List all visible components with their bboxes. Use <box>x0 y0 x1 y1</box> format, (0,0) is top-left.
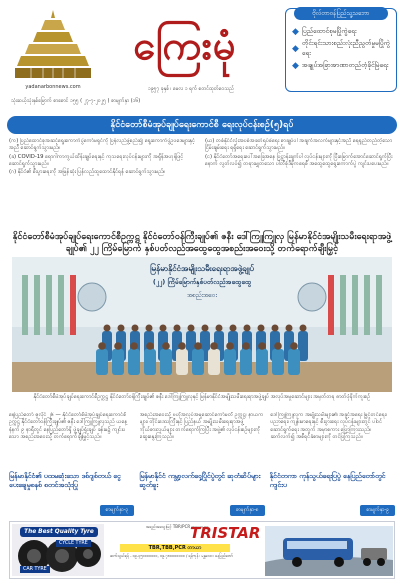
roadmap-text <box>9 138 395 228</box>
tyre-advertisement[interactable] <box>9 521 395 579</box>
text-column: အစည်းအဝေးသို့ ဗဟိုအလုပ်အမှုဆောင်ကော်မတီ ဥက္ကဋ္ဌ၊ နာယကများ၊ တိုင်းဒေသကြီးနှင့် ပြည်နယ် အမျိုးသမီးရေးရာအဖွဲ့ ကိုယ်စားလှယ်များ တက်ရောက်ကြပြီး အဖွဲ့၏ လုပ်ငန်းစဉ်များကို ဆွေးနွေးကြသည်။ <box>139 412 264 440</box>
ad-tyre-panel <box>12 524 104 576</box>
ad-tagline: အရည်အသွေးမြင့် TBR/PCR တာယာများ <box>146 524 209 529</box>
paragraph: (ခ) COVID-19 ရောဂါကာကွယ်ထိန်းချုပ်ရေးနှင့် ကုသရေးလုပ်ငန်းများကို အရှိန်အဟုန်ဖြင့် ဆောင်ရွက်သွားမည်။ <box>9 153 184 167</box>
roadmap-banner: နိုင်ငံတော်စီမံအုပ်ချုပ်ရေးကောင်စီ ရေးလုပ်ငန်းစဉ်(၅)ရပ် <box>7 116 397 134</box>
text-column <box>9 138 199 228</box>
paragraph: (င) နိုင်ငံတော်အရေးပေါ်အခြေအနေ ပြဋ္ဌာန်းချက်ပါ လုပ်ငန်းများကို ပြီးမြောက်အောင်ဆောင်ရွက်ပြီးနောက် လွတ်လပ်၍ တရားမျှတသော ပါတီစုံဒီမိုကရေစီ အထွေထွေရွေးကောက်ပွဲ ကျင်းပပေးမည်။ <box>205 153 393 167</box>
paragraph: (ဂ) နိုင်ငံ၏ စီးပွားရေးကို အမြန်ဆုံး ပြန်လည်ထူထောင်နိုင်ရန် ဆောင်ရွက်သွားမည်။ <box>9 169 166 176</box>
teaser-item[interactable] <box>139 472 264 516</box>
teaser-text: နိုင်ငံတကာ ကုန်သွယ်ရေးပြပွဲ နေပြည်တော်တွင် ကျင်းပ <box>269 472 386 489</box>
vehicle-image <box>265 526 393 576</box>
bullet-icon: ◆ <box>292 60 299 71</box>
bullet-icon: ◆ <box>292 26 299 37</box>
ad-quality-label: The Best Quality Tyre <box>20 527 98 537</box>
teaser-row <box>9 472 395 516</box>
text-column: ဒေါ်ကြူကြူလှက အမျိုးသမီးများ၏ အခွင့်အရေး မြှင့်တင်ရေး၊ ပညာရေး၊ ကျန်းမာရေးနှင့် စီးပွားရေး လုပ်ငန်းများတွင် ပါဝင်ဆောင်ရွက်ရေး အတွက် အမှာစကား ပြောကြားသည်။ ဆက်လက်၍ အစီရင်ခံစာများကို တင်ပြကြသည်။ <box>270 412 387 440</box>
paragraph: (က) ပြည်ထောင်စုအဆင့်ရွေးကောက်ပွဲကော်မရှင်ကို ပြန်လည်ဖွဲ့စည်း၍ ရွေးကောက်ပွဲဥပဒေများနှင့်အညီ ဆောင်ရွက်သွားမည်။ <box>9 138 196 152</box>
story-body <box>9 412 395 470</box>
slogan-item: ◆ အချုပ်အခြာအာဏာတည်တံ့ခိုင်မြဲရေး <box>292 60 389 71</box>
paragraph: (ဃ) တစ်နိုင်ငံလုံးအပစ်အခတ်ရပ်စဲရေး စာချုပ်ပါ အချက်အလက်များနှင့်အညီ ရေရှည်တည်တံ့သော ငြိမ်းချမ်းရေး ရရှိရေး ဆောင်ရွက်သွားမည်။ <box>205 138 393 152</box>
page-link[interactable]: စာမျက်နှာ-၈ <box>230 505 265 516</box>
photo-caption: နိုင်ငံတော်စီမံအုပ်ချုပ်ရေးကောင်စီဥက္ကဋ္ဌ နိုင်ငံတော်ဝန်ကြီးချုပ်၏ ဇနီး ဒေါ်ကြူကြူလှနှင့် မြန်မာနိုင်ငံအမျိုးသမီးရေးရာအဖွဲ့ချုပ် အလုပ်အမှုဆောင်များ အမှတ်တရ ဓာတ်ပုံရိုက်ကူးစဉ် <box>33 394 371 400</box>
ad-car-label: CAR TYRE <box>20 566 50 573</box>
page-link[interactable]: စာမျက်နှာ-၉ <box>360 505 395 516</box>
slogan-item: ◆ တိုင်းရင်းသားစည်းလုံးညီညွတ်မှုမပြိုကွဲရေး <box>292 38 390 57</box>
pagoda-emblem-icon <box>11 8 95 82</box>
teaser-text: မြန်မာနိုင်ငံ ကမ္ဘာ့လက်ဝှေ့ပြိုင်ပွဲတွင် ဆုတံဆိပ်များ ဆွတ်ခူး <box>139 472 261 489</box>
ad-brand: TRISTAR <box>190 524 261 542</box>
lead-photo <box>12 257 392 392</box>
ad-cycle-label: CYCLE TYRE <box>56 540 91 547</box>
page-link[interactable]: စာမျက်နှာ-၃ <box>100 505 135 516</box>
backdrop-line: မြန်မာနိုင်ငံအမျိုးသမီးရေးရာအဖွဲ့ချုပ် <box>150 264 254 273</box>
text-column <box>205 138 395 228</box>
dateline: သုံးဆယ့်သုံးနှစ်မြောက် စာစောင် ၁၅၅ ( ၂၇-၇-၂၀၂၅ ) စာမျက်နှာ (၁၆) <box>11 98 141 104</box>
slogan-box <box>285 8 397 92</box>
slogan-item: ◆ ပြည်ထောင်စုမပြိုကွဲရေး <box>292 26 357 37</box>
main-headline: နိုင်ငံတော်စီမံအုပ်ချုပ်ရေးကောင်စီဥက္ကဋ္ဌ နိုင်ငံတော်ဝန်ကြီးချုပ်၏ ဇနီး ဒေါ်ကြူကြူလှ မြန်မာနိုင်ငံအမျိုးသမီးရေးရာအဖွဲ့ချုပ်၏ ၂၂ ကြိမ်မြောက် နှစ်ပတ်လည်အထွေထွေအစည်းအဝေးသို့ တက်ရောက်ချီးမြှင့် <box>12 232 392 254</box>
ad-contact-heading: TBR,TBB,PCR တာယာ <box>120 544 230 552</box>
masthead <box>7 6 397 110</box>
backdrop-line: အစည်းအဝေး <box>187 292 217 299</box>
bullet-icon: ◆ <box>292 43 299 54</box>
masthead-logo <box>11 8 95 108</box>
masthead-subline: ၁၉၅၇ ခုနှစ် ၊ မေလ ၁ ရက် စတင်ထုတ်ဝေသည် <box>148 86 234 92</box>
photo-backdrop-text <box>108 263 296 307</box>
teaser-item[interactable] <box>9 472 134 516</box>
slogan-title: ဗိုလ်တာဝန်ပြည်သူ့သဘော <box>294 7 388 20</box>
ad-contact: ဆက်သွယ်ရန် - ၀၉-၄၅၀၀၀၀၀၀၀, ၀၉-၇၈၀၀၀၀၀၀၀ / ရန်ကုန် ၊ မန္တလေး ၊ နေပြည်တော် <box>110 553 233 558</box>
text-column: နေပြည်တော် ဇူလိုင် ၂၆ — နိုင်ငံတော်စီမံအုပ်ချုပ်ရေးကောင်စီဥက္ကဋ္ဌ နိုင်ငံတော်ဝန်ကြီးချုပ်၏ ဇနီး ဒေါ်ကြူကြူလှသည် ယနေ့နံနက် ၉ နာရီတွင် နေပြည်တော်ရှိ ဖွဲ့ချုပ်ရုံးချုပ် ခန်းမ၌ ကျင်းပသော အစည်းအဝေးသို့ တက်ရောက်ချီးမြှင့်သည်။ <box>9 412 128 440</box>
teaser-item[interactable] <box>270 472 395 516</box>
backdrop-line: (၂၂) ကြိမ်မြောက်နှစ်ပတ်လည်အထွေထွေ <box>152 278 252 286</box>
teaser-text: မြန်မာနိုင်ငံ၏ ပထမဆုံးသော ဒစ်ဂျစ်တယ် ငွေပေးချေမှုစနစ် စတင်အသုံးပြု <box>9 472 121 489</box>
website-url: yadanarbonnews.com <box>25 84 81 90</box>
newspaper-title: ကြေးမုံ <box>133 23 237 69</box>
